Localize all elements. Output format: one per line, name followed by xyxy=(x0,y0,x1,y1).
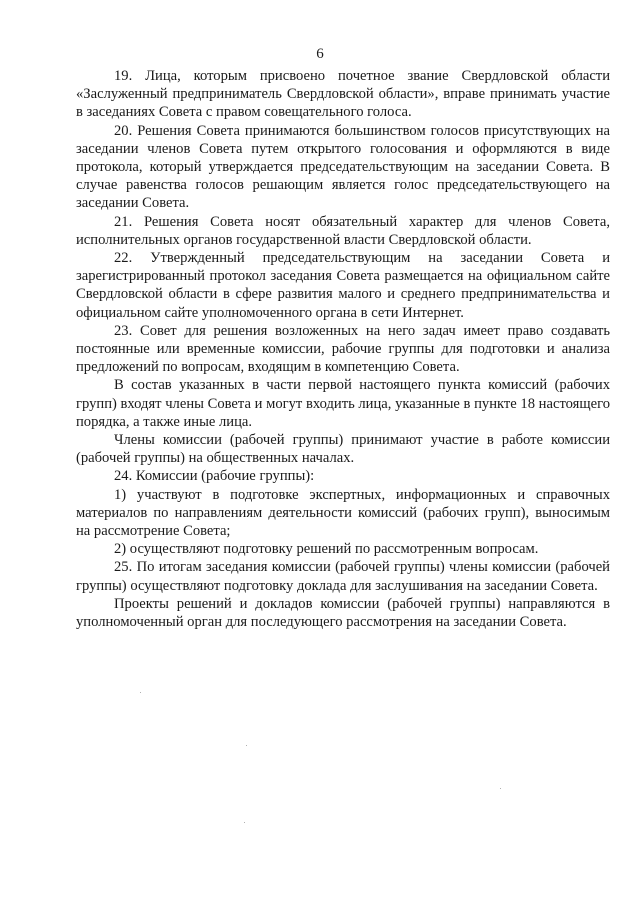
paragraph-item-25-drafts: Проекты решений и докладов комиссии (рабочей группы) направляются в уполномоченный орган для последующего рассмотрения на заседании Совета. xyxy=(76,595,610,631)
paragraph-item-25: 25. По итогам заседания комиссии (рабочей группы) члены комиссии (рабочей группы) осуществляют подготовку доклада для заслушивания на заседании Совета. xyxy=(76,559,610,594)
paragraph-item-24: 24. Комиссии (рабочие группы): xyxy=(114,468,315,485)
scan-speck xyxy=(244,822,245,823)
page-number: 6 xyxy=(316,46,324,62)
paragraph-item-22: 22. Утвержденный председательствующим на заседании Совета и зарегистрированный протокол заседания Совета размещается на официальном сайте Свердловской области в сфере развития малого и среднего предпринимательства и официальном сайте уполномоченного органа в сети Интернет. xyxy=(76,250,610,321)
paragraph-item-23-composition: В состав указанных в части первой настоящего пункта комиссий (рабочих групп) входят члены Совета и могут входить лица, указанные в пункте 18 настоящего порядка, а также иные лица. xyxy=(76,377,610,430)
paragraph-item-20: 20. Решения Совета принимаются большинством голосов присутствующих на заседании членов Совета путем открытого голосования и оформляются в виде протокола, который утверждается председательствующим на заседании Совета. В случае равенства голосов решающим является голос председательствующего на заседании Совета. xyxy=(76,122,610,212)
scan-speck xyxy=(140,692,141,693)
scan-speck xyxy=(500,788,501,789)
paragraph-item-23: 23. Совет для решения возложенных на него задач имеет право создавать постоянные или временные комиссии, рабочие группы для подготовки и анализа предложений по вопросам, входящим в компетенцию Совета. xyxy=(76,322,610,376)
paragraph-item-21: 21. Решения Совета носят обязательный характер для членов Совета, исполнительных органов государственной власти Свердловской области. xyxy=(76,213,610,248)
paragraph-item-24-sub-2: 2) осуществляют подготовку решений по рассмотренным вопросам. xyxy=(114,541,539,558)
paragraph-item-19: 19. Лица, которым присвоено почетное звание Свердловской области «Заслуженный предприниматель Свердловской области», вправе принимать участие в заседаниях Совета с правом совещательного голоса. xyxy=(76,68,610,121)
paragraph-item-24-sub-1: 1) участвуют в подготовке экспертных, информационных и справочных материалов по направлениям деятельности комиссий (рабочих групп), выносимым на рассмотрение Совета; xyxy=(76,486,610,540)
document-body xyxy=(76,67,610,631)
paragraph-item-23-members: Члены комиссии (рабочей группы) принимают участие в работе комиссии (рабочей группы) на общественных началах. xyxy=(76,432,610,467)
scan-speck xyxy=(246,745,247,746)
